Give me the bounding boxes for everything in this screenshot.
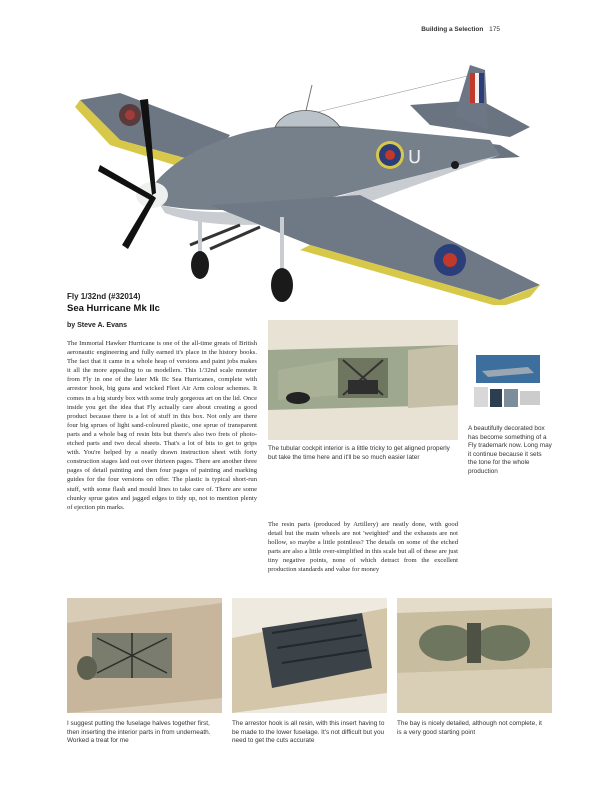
fuselage-code: U	[408, 147, 422, 168]
caption-bay: The bay is nicely detailed, although not complete, it is a very good starting point	[397, 720, 542, 736]
caption-hook: The arrestor hook is all resin, with this insert having to be made to the lower fuselage. It's not difficult but you need to get the cuts accurate	[232, 720, 385, 745]
cockpit-photo	[268, 320, 458, 440]
caption-cockpit: The tubular cockpit interior is a little tricky to get aligned properly but take the time here and it'll be so much easier later	[268, 445, 450, 461]
fuselage-photo	[67, 598, 222, 713]
caption-fuselage: I suggest putting the fuselage halves together first, then inserting the interior parts in from underneath. Worked a treat for me	[67, 720, 211, 745]
page-number: 175	[489, 26, 500, 33]
caption-box: A beautifully decorated box has become something of a Fly trademark now. Long may it continue because it sets the tone for the whole production	[468, 425, 552, 475]
running-header	[421, 26, 500, 33]
article-title: Sea Hurricane Mk IIc	[67, 303, 160, 314]
kit-reference: Fly 1/32nd (#32014)	[67, 292, 141, 301]
body-column-1: The Immortal Hawker Hurricane is one of the all-time greats of British aeronautic engineering and fully earned it's place in the history books. The fact that it came in a whole heap of versions and paint jobs makes it all the more appealing to us modellers. This 1/32nd scale monster from Fly in one of the later Mk IIc Sea Hurricanes, complete with arrestor hook, big guns and wicked Fleet Air Arm colour schemes. It comes in a big sturdy box with some truly gorgeous art on the lid. Once inside you get the idea that Fly actually care about creating a good product because there is a lot of stuff in this box. Not only are there four big sprues of light sand-coloured plastic, one sprue of transparent parts and a whole bag of resin bits but there's also two frets of photo-etched parts and two decal sheets. That's a lot of bits to get to grips with. You're helped by a neatly drawn instruction sheet with forty construction stages laid out over thirteen pages. There are another three pages of detail painting and then four pages of painting and marking guides for the four versions on offer. The plastic is typical short-run stuff, with some flash and mould lines to take care of. There are some chunky sprue gates and jagged edges to tidy up, not to mention plenty of ejection pin marks.	[67, 340, 257, 511]
body-column-2: The resin parts (produced by Artillery) are neatly done, with good detail but the main wheels are not 'weighted' and the exhausts are not hollow, so maybe a little pointless? The details on some of the etched parts are also a little over-simplified in this scale but all of these are just tiny negative points, none of which detract from the excellent production standards and value for money	[268, 521, 458, 574]
section-title: Building a Selection	[421, 26, 484, 33]
byline: by Steve A. Evans	[67, 322, 128, 329]
hero-aircraft-photo	[60, 45, 560, 305]
bay-photo	[397, 598, 552, 713]
arrestor-hook-photo	[232, 598, 387, 713]
box-art-photo	[468, 345, 548, 420]
